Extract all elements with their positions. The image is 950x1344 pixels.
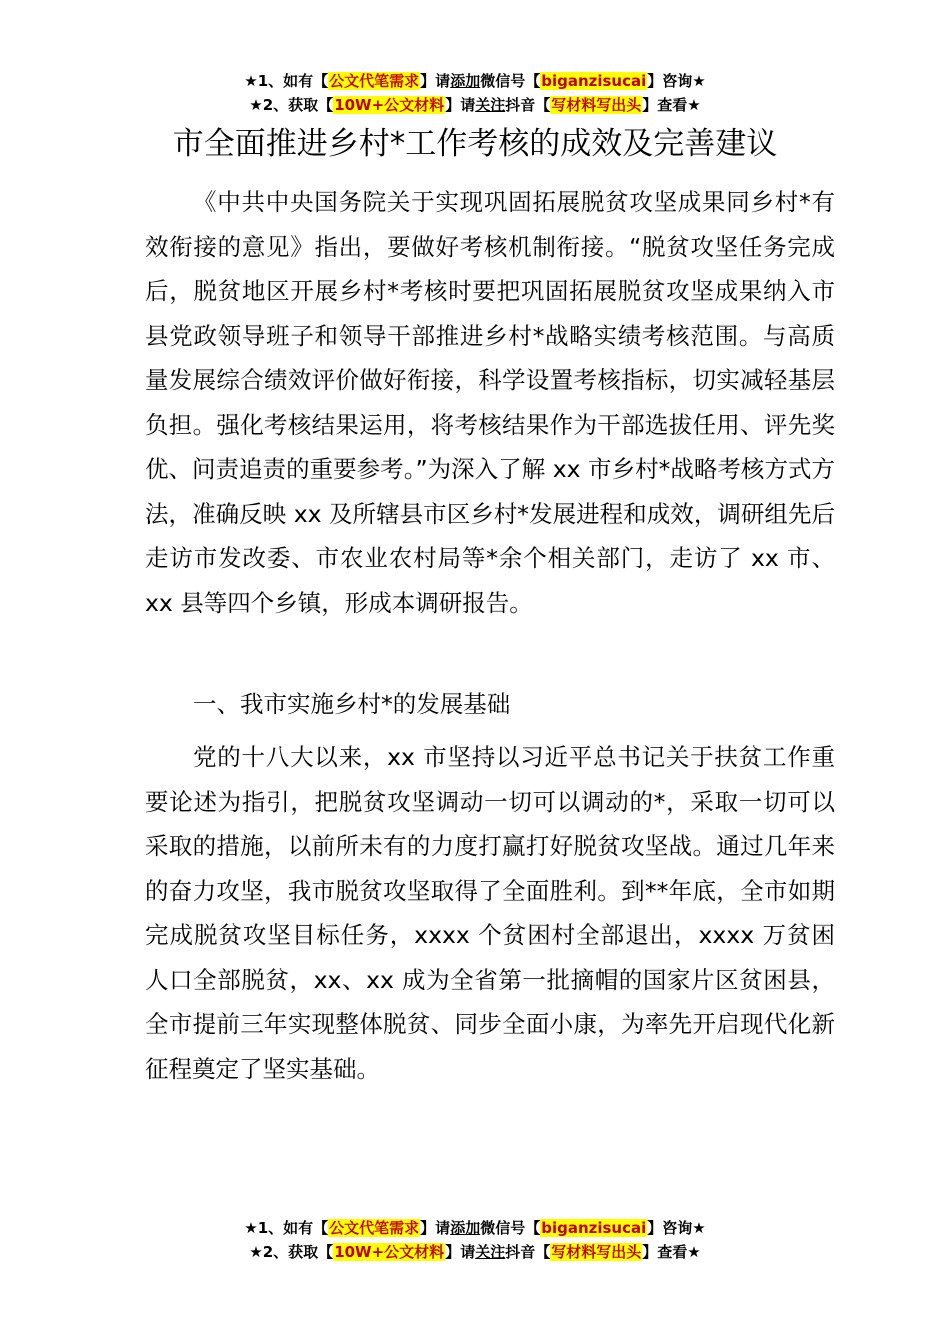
promo-line-1-suffix: 】咨询★ xyxy=(647,72,706,90)
promo-line-1-mid-2: 微信号【 xyxy=(480,72,541,90)
body-paragraph-1: 《中共中央国务院关于实现巩固拓展脱贫攻坚成果同乡村*有效衔接的意见》指出，要做好考核机制衔接。“脱贫攻坚任务完成后，脱贫地区开展乡村*考核时要把巩固拓展脱贫攻坚成果纳入市县党政领导班子和领导干部推进乡村*战略实绩考核范围。与高质量发展综合绩效评价做好衔接，科学设置考核指标，切实减轻基层负担。强化考核结果运用，将考核结果作为干部选拔任用、评先奖优、问责追责的重要参考。”为深入了解 xx 市乡村*战略考核方式方法，准确反映 xx 及所辖县市区乡村*发展进程和成效，调研组先后走访市发改委、市农业农村局等*余个相关部门，走访了 xx 市、xx 县等四个乡镇，形成本调研报告。 xyxy=(145,188,835,617)
promo-line-2-emphasis: 关注 xyxy=(475,96,506,114)
promo-line-2-mid-2: 抖音【 xyxy=(505,1243,551,1261)
promo-line-1-highlight-2: biganzisucai xyxy=(541,72,647,90)
promo-line-1-emphasis: 添加 xyxy=(450,72,481,90)
promo-line-2-emphasis: 关注 xyxy=(475,1243,506,1261)
promo-line-1 xyxy=(0,69,950,93)
promo-line-2-highlight-1: 10W+公文材料 xyxy=(334,96,445,114)
promo-line-2-mid-1: 】请 xyxy=(445,1243,476,1261)
promo-line-1-mid-2: 微信号【 xyxy=(480,1219,541,1237)
footer-promo-banner xyxy=(0,1216,950,1264)
promo-line-2-highlight-1: 10W+公文材料 xyxy=(334,1243,445,1261)
promo-line-2-highlight-2: 写材料写出头 xyxy=(551,1243,642,1261)
promo-line-2-mid-1: 】请 xyxy=(445,96,476,114)
promo-line-2-mid-2: 抖音【 xyxy=(505,96,551,114)
promo-line-1-suffix: 】咨询★ xyxy=(647,1219,706,1237)
document-title: 市全面推进乡村*工作考核的成效及完善建议 xyxy=(172,126,778,162)
promo-line-2 xyxy=(0,93,950,117)
promo-line-1-highlight-2: biganzisucai xyxy=(541,1219,647,1237)
promo-line-1-mid-1: 】请 xyxy=(420,72,451,90)
promo-line-2-prefix: ★2、获取【 xyxy=(249,96,334,114)
header-promo-banner xyxy=(0,69,950,117)
section-heading-1: 一、我市实施乡村*的发展基础 xyxy=(193,690,511,718)
promo-line-2-highlight-2: 写材料写出头 xyxy=(551,96,642,114)
promo-line-1-emphasis: 添加 xyxy=(450,1219,481,1237)
promo-line-1-highlight-1: 公文代笔需求 xyxy=(329,72,420,90)
promo-line-2-prefix: ★2、获取【 xyxy=(249,1243,334,1261)
promo-line-1-prefix: ★1、如有【 xyxy=(244,72,329,90)
promo-line-1 xyxy=(0,1216,950,1240)
promo-line-1-mid-1: 】请 xyxy=(420,1219,451,1237)
body-paragraph-2: 党的十八大以来，xx 市坚持以习近平总书记关于扶贫工作重要论述为指引，把脱贫攻坚调动一切可以调动的*，采取一切可以采取的措施，以前所未有的力度打赢打好脱贫攻坚战。通过几年来的奋力攻坚，我市脱贫攻坚取得了全面胜利。到**年底，全市如期完成脱贫攻坚目标任务，xxxx 个贫困村全部退出，xxxx 万贫困人口全部脱贫，xx、xx 成为全省第一批摘帽的国家片区贫困县，全市提前三年实现整体脱贫、同步全面小康，为率先开启现代化新征程奠定了坚实基础。 xyxy=(145,743,835,1083)
promo-line-1-highlight-1: 公文代笔需求 xyxy=(329,1219,420,1237)
promo-line-1-prefix: ★1、如有【 xyxy=(244,1219,329,1237)
promo-line-2-suffix: 】查看★ xyxy=(642,1243,701,1261)
promo-line-2-suffix: 】查看★ xyxy=(642,96,701,114)
promo-line-2 xyxy=(0,1240,950,1264)
